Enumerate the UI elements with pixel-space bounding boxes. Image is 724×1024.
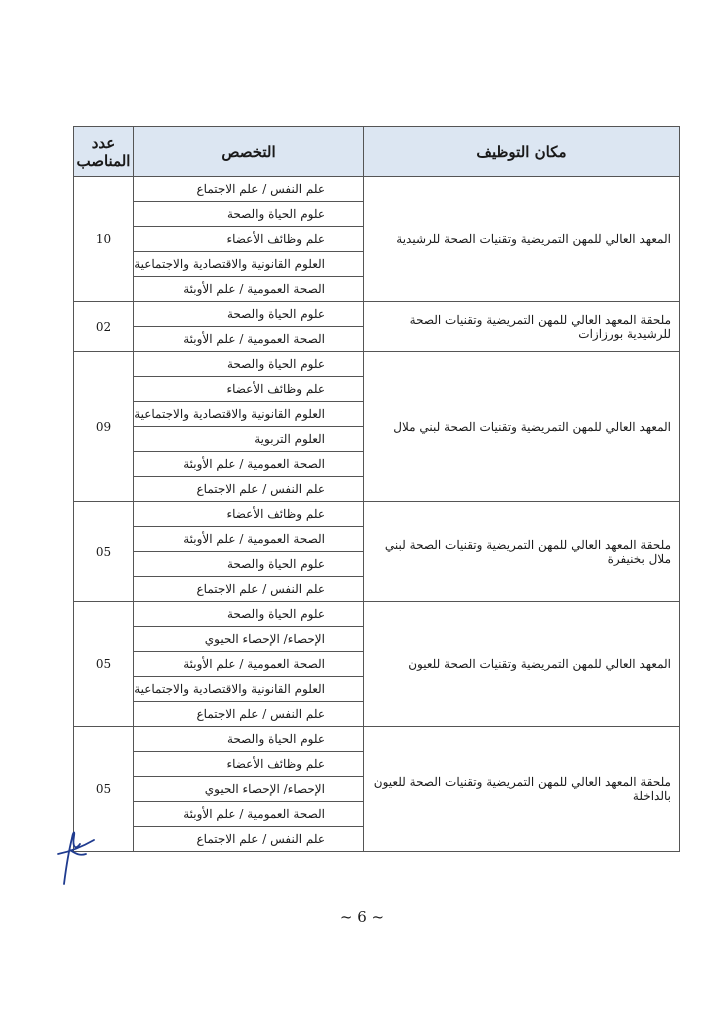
specialty-list [134,177,364,302]
header-count-line1: عدد [91,133,116,152]
position-count: 10 [74,177,134,302]
position-count: 02 [74,302,134,352]
specialty-item: الصحة العمومية / علم الأوبئة [134,652,363,677]
specialty-item: علوم الحياة والصحة [134,727,363,752]
page-number: ~ 6 ~ [339,908,385,926]
specialty-item: علم النفس / علم الاجتماع [196,707,325,721]
employment-place: ملحقة المعهد العالي للمهن التمريضية وتقنيات الصحة لبني ملال بخنيفرة [364,502,680,602]
specialty-item: الإحصاء/ الإحصاء الحيوي [134,627,363,652]
table-row [74,177,680,302]
table-row [74,602,680,727]
specialty-item: علوم الحياة والصحة [134,552,363,577]
specialty-item: علم وظائف الأعضاء [134,502,363,527]
specialty-item: الصحة العمومية / علم الأوبئة [183,332,325,346]
employment-place: ملحقة المعهد العالي للمهن التمريضية وتقنيات الصحة للرشيدية بورزازات [364,302,680,352]
employment-place: المعهد العالي للمهن التمريضية وتقنيات الصحة لبني ملال [364,352,680,502]
specialty-list [134,727,364,852]
specialty-item: العلوم القانونية والاقتصادية والاجتماعية [134,677,363,702]
specialty-list [134,602,364,727]
specialty-item: علم النفس / علم الاجتماع [196,582,325,596]
specialty-list [134,352,364,502]
header-place: مكان التوظيف [364,127,680,177]
specialty-item: علم النفس / علم الاجتماع [134,177,363,202]
recruitment-table [73,126,680,852]
specialty-item: علم وظائف الأعضاء [134,752,363,777]
specialty-item: علم النفس / علم الاجتماع [196,832,325,846]
position-count: 05 [74,727,134,852]
specialty-list [134,302,364,352]
employment-place: المعهد العالي للمهن التمريضية وتقنيات الصحة للرشيدية [364,177,680,302]
specialty-list [134,502,364,602]
specialty-item: علوم الحياة والصحة [134,602,363,627]
specialty-item: الصحة العمومية / علم الأوبئة [134,527,363,552]
employment-place: المعهد العالي للمهن التمريضية وتقنيات الصحة للعيون [364,602,680,727]
specialty-item: العلوم القانونية والاقتصادية والاجتماعية [134,402,363,427]
header-count-line2: المناصب [76,151,131,170]
specialty-item: علوم الحياة والصحة [134,352,363,377]
specialty-item: علم النفس / علم الاجتماع [196,482,325,496]
specialty-item: علم وظائف الأعضاء [134,377,363,402]
specialty-item: العلوم التربوية [134,427,363,452]
specialty-item: العلوم القانونية والاقتصادية والاجتماعية [134,252,363,277]
specialty-item: الصحة العمومية / علم الأوبئة [134,452,363,477]
position-count: 05 [74,502,134,602]
table-row [74,727,680,852]
table-row [74,302,680,352]
position-count: 05 [74,602,134,727]
table-row [74,502,680,602]
position-count: 09 [74,352,134,502]
header-specialty: التخصص [134,127,364,177]
specialty-item: علوم الحياة والصحة [134,202,363,227]
header-count [74,127,134,177]
specialty-item: الصحة العمومية / علم الأوبئة [183,282,325,296]
specialty-item: علوم الحياة والصحة [134,302,363,327]
table-body [74,177,680,852]
specialty-item: علم وظائف الأعضاء [134,227,363,252]
table-header-row [74,127,680,177]
signature-mark [50,820,100,890]
employment-place: ملحقة المعهد العالي للمهن التمريضية وتقنيات الصحة للعيون بالداخلة [364,727,680,852]
table-row [74,352,680,502]
specialty-item: الإحصاء/ الإحصاء الحيوي [134,777,363,802]
specialty-item: الصحة العمومية / علم الأوبئة [134,802,363,827]
